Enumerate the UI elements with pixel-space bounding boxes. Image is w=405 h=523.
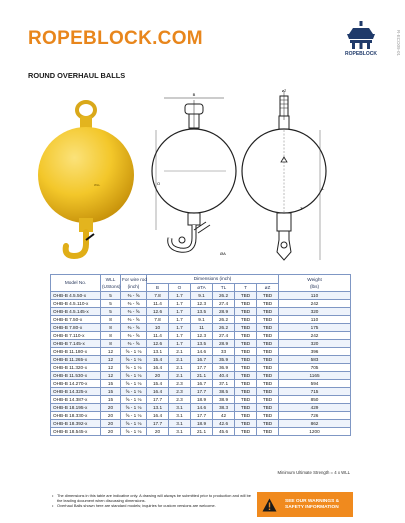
warnings-safety-button[interactable]: [257, 492, 353, 517]
header-wll: WLL (UStons): [101, 275, 121, 292]
ropeblock-logo-icon: [345, 20, 377, 50]
table-cell: TBD: [257, 396, 279, 404]
header-dim-a: øTA: [191, 283, 213, 292]
table-cell: 705: [279, 364, 351, 372]
table-cell: 16.7: [191, 356, 213, 364]
table-row: [51, 420, 351, 428]
table-cell: 11.4: [147, 332, 169, 340]
footnote: • The dimensions in this table are indicative only. A drawing will always be submitted prior to production and will be the leading document when discussing dimensions.: [52, 493, 257, 503]
dim-label-o: O: [157, 181, 161, 186]
table-cell: 33: [213, 348, 235, 356]
warning-line-1: SEE OUR WARNINGS &: [285, 498, 340, 504]
table-cell: TBD: [257, 388, 279, 396]
table-cell: OHB-B 4.5.50-x: [51, 292, 101, 300]
table-cell: 12: [101, 364, 121, 372]
table-cell: 28.9: [213, 340, 235, 348]
table-cell: 38.9: [213, 396, 235, 404]
table-row: [51, 300, 351, 308]
table-cell: 8: [101, 332, 121, 340]
header-model: Model No.: [51, 275, 101, 292]
table-cell: ⅜ - ⅝: [121, 308, 147, 316]
table-cell: 21.1: [191, 428, 213, 436]
table-row: [51, 412, 351, 420]
table-cell: OHB-B 7.80-x: [51, 324, 101, 332]
table-cell: ⅜ - ⅝: [121, 332, 147, 340]
table-cell: 17.7: [147, 396, 169, 404]
table-cell: 5: [101, 292, 121, 300]
table-cell: 15: [101, 388, 121, 396]
table-cell: TBD: [235, 404, 257, 412]
dim-label-z: øZ: [281, 89, 287, 93]
table-cell: ⅝ - 1 ⅛: [121, 380, 147, 388]
table-cell: TBD: [257, 356, 279, 364]
table-row: [51, 372, 351, 380]
table-cell: 26.2: [213, 292, 235, 300]
table-cell: 11: [191, 324, 213, 332]
table-cell: ⅜ - ⅝: [121, 324, 147, 332]
table-cell: TBD: [257, 324, 279, 332]
document-reference: R-ECO09-01: [396, 30, 401, 57]
table-cell: 11.4: [147, 300, 169, 308]
table-cell: TBD: [235, 348, 257, 356]
table-cell: 20: [101, 420, 121, 428]
table-cell: OHB-B 11.265-x: [51, 356, 101, 364]
table-cell: 20: [101, 404, 121, 412]
table-cell: 28.9: [213, 308, 235, 316]
table-cell: 18.9: [191, 420, 213, 428]
table-cell: 35.9: [213, 356, 235, 364]
table-cell: 13.1: [147, 348, 169, 356]
table-cell: 18.9: [191, 396, 213, 404]
table-cell: TBD: [257, 412, 279, 420]
wll-label: WLL: [94, 183, 101, 187]
table-cell: 3.1: [169, 404, 191, 412]
table-cell: 320: [279, 340, 351, 348]
table-cell: 2.3: [169, 380, 191, 388]
table-cell: 12: [101, 348, 121, 356]
table-cell: 9.1: [191, 292, 213, 300]
table-cell: 20: [147, 428, 169, 436]
table-cell: 16.7: [191, 380, 213, 388]
header-dim-t: T: [235, 283, 257, 292]
table-cell: ⅝ - 1 ⅛: [121, 356, 147, 364]
table-cell: OHB-B 11.320-x: [51, 364, 101, 372]
table-cell: TBD: [257, 348, 279, 356]
table-cell: OHB-B 7.50-x: [51, 316, 101, 324]
table-cell: 8: [101, 324, 121, 332]
table-cell: TBD: [235, 324, 257, 332]
table-cell: ⅝ - 1 ⅛: [121, 404, 147, 412]
table-row: [51, 396, 351, 404]
table-cell: 8: [101, 340, 121, 348]
table-cell: 2.3: [169, 396, 191, 404]
table-cell: 7.8: [147, 292, 169, 300]
table-row: [51, 404, 351, 412]
table-cell: TBD: [235, 364, 257, 372]
table-cell: 1.7: [169, 332, 191, 340]
table-cell: ⅝ - 1 ⅛: [121, 420, 147, 428]
table-cell: 396: [279, 348, 351, 356]
table-cell: 9.1: [191, 316, 213, 324]
section-title: ROUND OVERHAUL BALLS: [28, 71, 126, 80]
specifications-table: [50, 274, 351, 436]
table-cell: TBD: [235, 396, 257, 404]
header-dim-l: TL: [213, 283, 235, 292]
table-cell: TBD: [235, 308, 257, 316]
header-weight: Weight (lbs): [279, 275, 351, 292]
table-cell: 20: [101, 412, 121, 420]
header-wire: For wire rod (inch): [121, 275, 147, 292]
table-cell: TBD: [235, 388, 257, 396]
table-cell: OHB-B 14.325-x: [51, 388, 101, 396]
table-cell: 27.4: [213, 332, 235, 340]
table-cell: TBD: [257, 372, 279, 380]
table-cell: 12.6: [147, 340, 169, 348]
table-cell: OHB-B 18.330-x: [51, 412, 101, 420]
table-cell: 13.5: [191, 340, 213, 348]
table-cell: 3.1: [169, 428, 191, 436]
table-row: [51, 380, 351, 388]
table-row: [51, 332, 351, 340]
table-cell: 15.4: [147, 356, 169, 364]
table-cell: 20: [147, 372, 169, 380]
table-cell: 1.7: [169, 324, 191, 332]
table-cell: 38.3: [213, 404, 235, 412]
overhaul-ball-drawing: [157, 89, 330, 265]
overhaul-ball-photo: [36, 100, 136, 260]
table-cell: TBD: [257, 300, 279, 308]
table-cell: ⅝ - 1 ⅛: [121, 396, 147, 404]
table-cell: 2.1: [169, 348, 191, 356]
table-cell: 320: [279, 308, 351, 316]
table-cell: 862: [279, 420, 351, 428]
table-cell: 850: [279, 396, 351, 404]
table-cell: 12.3: [191, 300, 213, 308]
table-cell: 36.9: [213, 364, 235, 372]
dim-label-l: L: [322, 186, 325, 191]
table-cell: 21.1: [191, 372, 213, 380]
table-cell: 2.1: [169, 356, 191, 364]
table-cell: OHB-B 7.145-x: [51, 340, 101, 348]
table-cell: TBD: [235, 292, 257, 300]
table-cell: 1200: [279, 428, 351, 436]
table-cell: 10: [147, 324, 169, 332]
table-cell: TBD: [257, 420, 279, 428]
table-cell: 16.4: [147, 364, 169, 372]
dim-label-b: B: [192, 92, 196, 97]
table-cell: 2.3: [169, 388, 191, 396]
table-cell: TBD: [257, 380, 279, 388]
table-row: [51, 292, 351, 300]
table-cell: OHB-B 18.195-x: [51, 404, 101, 412]
table-cell: 16.4: [147, 412, 169, 420]
table-cell: 17.7: [191, 388, 213, 396]
table-cell: 13.5: [191, 308, 213, 316]
table-cell: ⅝ - 1 ⅛: [121, 372, 147, 380]
table-row: [51, 428, 351, 436]
table-cell: 40.4: [213, 372, 235, 380]
table-cell: 1.7: [169, 308, 191, 316]
table-cell: 20: [101, 428, 121, 436]
header-dim-b: B: [147, 283, 169, 292]
table-cell: TBD: [257, 308, 279, 316]
dim-label-a: ØA: [220, 251, 226, 256]
table-cell: 715: [279, 388, 351, 396]
table-cell: 594: [279, 380, 351, 388]
table-cell: 1165: [279, 372, 351, 380]
table-cell: 175: [279, 324, 351, 332]
table-cell: ⅝ - 1 ⅛: [121, 428, 147, 436]
brand-name: ROPEBLOCK.COM: [28, 28, 203, 49]
table-cell: TBD: [235, 412, 257, 420]
table-cell: 26.2: [213, 316, 235, 324]
dim-label-t: T: [300, 206, 303, 211]
table-cell: ⅝ - 1 ⅛: [121, 412, 147, 420]
footnotes: [52, 493, 257, 508]
table-cell: 1.7: [169, 316, 191, 324]
warning-triangle-icon: [262, 498, 277, 512]
table-cell: OHB-B 4.5.110-x: [51, 300, 101, 308]
table-cell: ⅝ - 1 ⅛: [121, 364, 147, 372]
table-row: [51, 316, 351, 324]
table-cell: TBD: [257, 292, 279, 300]
table-cell: 38.5: [213, 388, 235, 396]
table-cell: OHB-B 4.5.145-x: [51, 308, 101, 316]
ropeblock-logo: [345, 20, 377, 60]
table-row: [51, 364, 351, 372]
table-cell: 12: [101, 356, 121, 364]
strength-note: Minimum Ultimate Strength = 4 x WLL: [277, 470, 350, 475]
table-cell: TBD: [235, 420, 257, 428]
table-cell: 242: [279, 300, 351, 308]
table-cell: ⅝ - 1 ⅛: [121, 388, 147, 396]
warning-line-2: SAFETY INFORMATION: [285, 504, 339, 510]
table-row: [51, 324, 351, 332]
table-cell: 15.4: [147, 380, 169, 388]
table-cell: TBD: [235, 300, 257, 308]
table-cell: 37.1: [213, 380, 235, 388]
table-cell: 583: [279, 356, 351, 364]
table-cell: ⅝ - 1 ⅛: [121, 348, 147, 356]
table-row: [51, 388, 351, 396]
table-cell: TBD: [257, 316, 279, 324]
table-cell: 2.1: [169, 372, 191, 380]
table-cell: 17.7: [191, 412, 213, 420]
table-cell: 429: [279, 404, 351, 412]
header-dim-z: øZ: [257, 283, 279, 292]
table-cell: TBD: [257, 428, 279, 436]
table-cell: 45.6: [213, 428, 235, 436]
table-cell: 8: [101, 316, 121, 324]
table-cell: 12: [101, 372, 121, 380]
table-cell: 110: [279, 316, 351, 324]
table-cell: TBD: [235, 380, 257, 388]
table-cell: 110: [279, 292, 351, 300]
table-cell: TBD: [235, 340, 257, 348]
table-cell: 3.1: [169, 420, 191, 428]
table-row: [51, 308, 351, 316]
table-cell: 1.7: [169, 300, 191, 308]
table-cell: 26.2: [213, 324, 235, 332]
table-cell: 12.6: [147, 308, 169, 316]
table-cell: TBD: [235, 356, 257, 364]
table-cell: ⅜ - ⅝: [121, 316, 147, 324]
table-cell: OHB-B 14.270-x: [51, 380, 101, 388]
table-cell: 1.7: [169, 292, 191, 300]
table-cell: 1.7: [169, 340, 191, 348]
table-row: [51, 340, 351, 348]
table-row: [51, 348, 351, 356]
table-cell: TBD: [235, 316, 257, 324]
table-cell: 726: [279, 412, 351, 420]
table-cell: 42.6: [213, 420, 235, 428]
table-cell: 5: [101, 308, 121, 316]
table-cell: OHB-B 18.392-x: [51, 420, 101, 428]
table-cell: 42: [213, 412, 235, 420]
table-cell: 16.4: [147, 388, 169, 396]
table-cell: 242: [279, 332, 351, 340]
table-cell: TBD: [257, 340, 279, 348]
table-row: [51, 356, 351, 364]
header-dimensions: Dimensions (inch): [147, 275, 279, 284]
table-cell: 14.6: [191, 404, 213, 412]
table-cell: 7.8: [147, 316, 169, 324]
table-cell: OHB-B 11.180-x: [51, 348, 101, 356]
table-cell: TBD: [257, 404, 279, 412]
table-cell: 12.3: [191, 332, 213, 340]
table-cell: ⅜ - ⅝: [121, 292, 147, 300]
table-cell: TBD: [257, 364, 279, 372]
table-cell: TBD: [235, 332, 257, 340]
table-cell: ⅜ - ⅝: [121, 300, 147, 308]
table-cell: TBD: [235, 428, 257, 436]
table-cell: 17.7: [191, 364, 213, 372]
table-cell: 2.1: [169, 364, 191, 372]
table-cell: OHB-B 14.387-x: [51, 396, 101, 404]
table-cell: 5: [101, 300, 121, 308]
table-cell: TBD: [235, 372, 257, 380]
table-cell: 3.1: [169, 412, 191, 420]
table-cell: TBD: [257, 332, 279, 340]
table-cell: 15: [101, 396, 121, 404]
table-cell: ⅜ - ⅝: [121, 340, 147, 348]
table-cell: 13.1: [147, 404, 169, 412]
table-cell: 14.6: [191, 348, 213, 356]
table-cell: 27.4: [213, 300, 235, 308]
table-cell: OHB-B 11.530-x: [51, 372, 101, 380]
table-cell: OHB-B 18.545-x: [51, 428, 101, 436]
header-dim-o: O: [169, 283, 191, 292]
table-cell: 17.7: [147, 420, 169, 428]
table-cell: 15: [101, 380, 121, 388]
table-cell: OHB-B 7.110-x: [51, 332, 101, 340]
logo-text: ROPEBLOCK: [345, 51, 377, 57]
footnote: • Overhaul Balls shown here are standard models; inquiries for custom versions are welcome.: [52, 503, 257, 508]
